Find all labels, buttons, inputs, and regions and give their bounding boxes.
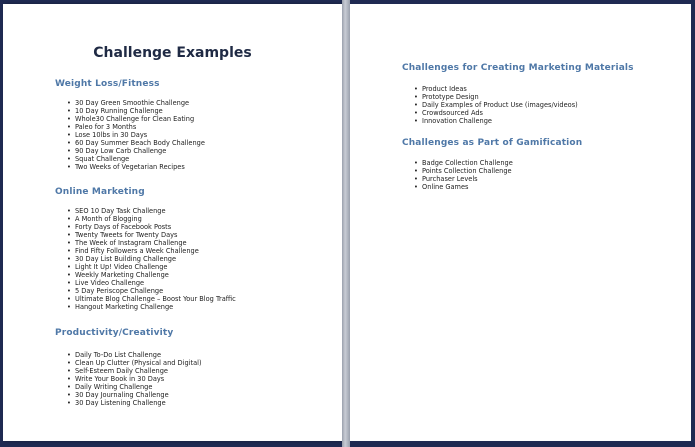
- list-item: [67, 139, 205, 147]
- list-item-text: Squat Challenge: [75, 155, 130, 163]
- bullet-list: [67, 99, 205, 171]
- list-item-text: Write Your Book in 30 Days: [75, 375, 165, 383]
- list-item: [67, 247, 236, 255]
- list-item: [67, 271, 236, 279]
- list-item: [67, 223, 236, 231]
- list-item-text: Two Weeks of Vegetarian Recipes: [75, 163, 185, 171]
- list-item-text: Light It Up! Video Challenge: [75, 263, 168, 271]
- list-item: [67, 99, 205, 107]
- section-online-marketing: [55, 187, 236, 311]
- bullet-icon: •: [67, 351, 71, 359]
- list-item-text: 10 Day Running Challenge: [75, 107, 163, 115]
- list-item: [67, 207, 236, 215]
- bullet-icon: •: [414, 93, 418, 101]
- bullet-icon: •: [414, 159, 418, 167]
- list-item: [67, 279, 236, 287]
- list-item-text: 5 Day Periscope Challenge: [75, 287, 164, 295]
- list-item: [67, 367, 202, 375]
- bullet-icon: •: [67, 239, 71, 247]
- list-item-text: Find Fifty Followers a Week Challenge: [75, 247, 199, 255]
- list-item: [67, 399, 202, 407]
- list-item-text: Prototype Design: [422, 93, 479, 101]
- bullet-icon: •: [414, 109, 418, 117]
- list-item-text: Live Video Challenge: [75, 279, 145, 287]
- section-weight-loss-fitness: [55, 79, 205, 171]
- list-item-text: SEO 10 Day Task Challenge: [75, 207, 166, 215]
- list-item: [67, 295, 236, 303]
- list-item: [67, 123, 205, 131]
- list-item: [414, 175, 513, 183]
- list-item-text: 30 Day Journaling Challenge: [75, 391, 169, 399]
- bullet-icon: •: [67, 99, 71, 107]
- section-heading: Challenges for Creating Marketing Materials: [402, 63, 634, 73]
- list-item: [67, 351, 202, 359]
- list-item: [67, 383, 202, 391]
- bullet-icon: •: [67, 295, 71, 303]
- list-item-text: Product Ideas: [422, 85, 467, 93]
- list-item-text: Twenty Tweets for Twenty Days: [75, 231, 178, 239]
- document-title: Challenge Examples: [93, 45, 252, 61]
- bullet-list: [67, 351, 202, 407]
- bullet-icon: •: [67, 139, 71, 147]
- bullet-icon: •: [67, 391, 71, 399]
- bullet-icon: •: [67, 271, 71, 279]
- list-item-text: Lose 10lbs in 30 Days: [75, 131, 148, 139]
- list-item-text: Ultimate Blog Challenge – Boost Your Blog Traffic: [75, 295, 236, 303]
- bullet-icon: •: [67, 107, 71, 115]
- document-page-left: [3, 4, 342, 441]
- list-item-text: 90 Day Low Carb Challenge: [75, 147, 167, 155]
- bullet-icon: •: [67, 147, 71, 155]
- list-item-text: Self-Esteem Daily Challenge: [75, 367, 168, 375]
- section-gamification: [402, 138, 583, 191]
- bullet-icon: •: [67, 131, 71, 139]
- list-item: [67, 163, 205, 171]
- list-item: [67, 255, 236, 263]
- bullet-icon: •: [414, 183, 418, 191]
- list-item: [67, 215, 236, 223]
- bullet-icon: •: [67, 231, 71, 239]
- list-item: [67, 115, 205, 123]
- bullet-icon: •: [67, 399, 71, 407]
- list-item: [67, 147, 205, 155]
- bullet-icon: •: [67, 263, 71, 271]
- bullet-icon: •: [414, 101, 418, 109]
- section-heading: Challenges as Part of Gamification: [402, 138, 583, 148]
- bullet-list: [414, 159, 513, 191]
- list-item: [67, 263, 236, 271]
- list-item-text: Badge Collection Challenge: [422, 159, 513, 167]
- list-item: [414, 159, 513, 167]
- bullet-icon: •: [67, 367, 71, 375]
- list-item: [67, 131, 205, 139]
- list-item: [67, 375, 202, 383]
- list-item: [414, 93, 578, 101]
- bullet-icon: •: [67, 255, 71, 263]
- bullet-icon: •: [414, 85, 418, 93]
- list-item: [414, 101, 578, 109]
- section-marketing-materials: [402, 63, 634, 125]
- list-item-text: Innovation Challenge: [422, 117, 492, 125]
- list-item: [414, 183, 513, 191]
- list-item-text: Weekly Marketing Challenge: [75, 271, 169, 279]
- list-item: [67, 359, 202, 367]
- bullet-icon: •: [67, 383, 71, 391]
- list-item-text: Daily To-Do List Challenge: [75, 351, 162, 359]
- bullet-icon: •: [67, 247, 71, 255]
- list-item-text: Daily Examples of Product Use (images/videos): [422, 101, 578, 109]
- bullet-list: [67, 207, 236, 311]
- bullet-icon: •: [67, 303, 71, 311]
- bullet-list: [414, 85, 578, 125]
- list-item-text: 30 Day Listening Challenge: [75, 399, 166, 407]
- bullet-icon: •: [67, 375, 71, 383]
- list-item: [414, 167, 513, 175]
- list-item-text: 30 Day List Building Challenge: [75, 255, 177, 263]
- list-item-text: The Week of Instagram Challenge: [75, 239, 187, 247]
- bullet-icon: •: [67, 155, 71, 163]
- list-item: [67, 155, 205, 163]
- list-item-text: Forty Days of Facebook Posts: [75, 223, 172, 231]
- page-gutter: [342, 0, 350, 447]
- list-item: [414, 117, 578, 125]
- section-heading: Productivity/Creativity: [55, 328, 174, 338]
- bullet-icon: •: [67, 279, 71, 287]
- section-heading: Weight Loss/Fitness: [55, 79, 160, 89]
- bullet-icon: •: [67, 359, 71, 367]
- bullet-icon: •: [67, 207, 71, 215]
- bullet-icon: •: [67, 163, 71, 171]
- list-item-text: Online Games: [422, 183, 469, 191]
- list-item: [67, 231, 236, 239]
- list-item-text: Crowdsourced Ads: [422, 109, 483, 117]
- section-heading: Online Marketing: [55, 187, 145, 197]
- list-item: [67, 391, 202, 399]
- list-item-text: Daily Writing Challenge: [75, 383, 153, 391]
- bullet-icon: •: [67, 287, 71, 295]
- list-item: [67, 107, 205, 115]
- list-item-text: Hangout Marketing Challenge: [75, 303, 174, 311]
- list-item-text: Paleo for 3 Months: [75, 123, 137, 131]
- bullet-icon: •: [414, 167, 418, 175]
- list-item-text: Purchaser Levels: [422, 175, 478, 183]
- list-item-text: A Month of Blogging: [75, 215, 142, 223]
- bullet-icon: •: [67, 115, 71, 123]
- bullet-icon: •: [67, 223, 71, 231]
- section-productivity-creativity: [55, 328, 202, 407]
- list-item: [67, 303, 236, 311]
- list-item: [67, 239, 236, 247]
- list-item-text: Clean Up Clutter (Physical and Digital): [75, 359, 202, 367]
- list-item: [67, 287, 236, 295]
- list-item: [414, 85, 578, 93]
- bullet-icon: •: [414, 175, 418, 183]
- list-item-text: 60 Day Summer Beach Body Challenge: [75, 139, 205, 147]
- document-page-right: [350, 4, 691, 441]
- list-item-text: Whole30 Challenge for Clean Eating: [75, 115, 195, 123]
- list-item: [414, 109, 578, 117]
- list-item-text: 30 Day Green Smoothie Challenge: [75, 99, 190, 107]
- bullet-icon: •: [414, 117, 418, 125]
- bullet-icon: •: [67, 215, 71, 223]
- bullet-icon: •: [67, 123, 71, 131]
- list-item-text: Points Collection Challenge: [422, 167, 512, 175]
